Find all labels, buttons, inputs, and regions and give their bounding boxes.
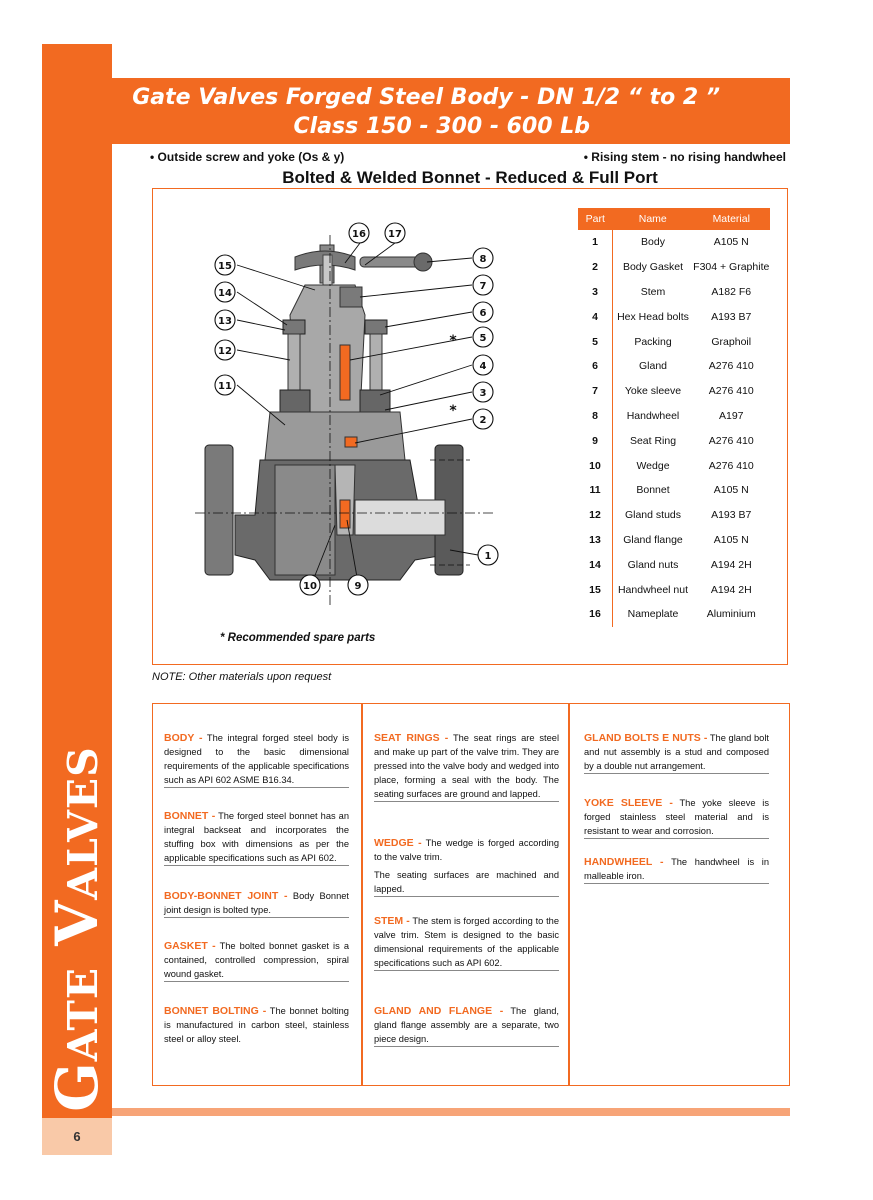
- subtitle: Bolted & Welded Bonnet - Reduced & Full Port: [282, 168, 658, 187]
- material-cell: A276 410: [708, 360, 754, 373]
- callout-7: 7: [479, 281, 487, 292]
- part-name-cell: Packing: [634, 335, 672, 348]
- material-cell: Aluminium: [706, 608, 756, 621]
- spare-asterisk-2: *: [449, 403, 457, 419]
- desc-handwheel: HANDWHEEL - The handwheel is in malleable iron.: [584, 855, 769, 884]
- part-number-cell: 14: [578, 552, 613, 577]
- part-name-cell: Body: [641, 236, 665, 249]
- parts-table: [578, 208, 770, 627]
- parts-table-body: [578, 230, 770, 627]
- part-name-cell: Gland flange: [623, 533, 683, 546]
- callout-1: 1: [484, 551, 492, 562]
- material-cell: A193 B7: [711, 310, 752, 323]
- desc-gland-and-flange: GLAND AND FLANGE - The gland, gland flange assembly are a separate, two piece design.: [374, 1004, 559, 1047]
- table-row: [578, 354, 770, 379]
- part-name-cell: Hex Head bolts: [617, 310, 689, 323]
- material-cell: Graphoil: [711, 335, 752, 348]
- desc-gland-bolts-nuts: GLAND BOLTS E NUTS - The gland bolt and nut assembly is a stud and composed by a double nut arrangement.: [584, 731, 769, 774]
- material-cell: A276 410: [708, 385, 754, 398]
- part-number-cell: 1: [578, 230, 613, 255]
- part-number-cell: 9: [578, 428, 613, 453]
- desc-body: BODY - The integral forged steel body is designed to the basic dimensional requirements of the applicable specifications such as API 602 ASME B16.34.: [164, 731, 349, 788]
- callout-13: 13: [218, 316, 232, 327]
- header-part: Part: [578, 208, 613, 230]
- callout-5: 5: [479, 333, 487, 344]
- column-divider: [568, 703, 570, 1086]
- part-number-cell: 4: [578, 304, 613, 329]
- table-row: [578, 453, 770, 478]
- spare-parts-note: * Recommended spare parts: [220, 632, 376, 644]
- part-name-cell: Body Gasket: [622, 261, 684, 274]
- part-name-cell: Seat Ring: [629, 434, 677, 447]
- material-cell: A105 N: [713, 484, 749, 497]
- part-number-cell: 10: [578, 453, 613, 478]
- callout-4: 4: [479, 361, 487, 372]
- callout-2: 2: [479, 415, 487, 426]
- material-cell: F304 + Graphite: [693, 261, 770, 274]
- callout-11: 11: [218, 381, 232, 392]
- material-cell: A105 N: [713, 533, 749, 546]
- table-row: [578, 404, 770, 429]
- callout-10: 10: [303, 581, 317, 592]
- bottom-rule: [112, 1108, 790, 1116]
- column-divider: [361, 703, 363, 1086]
- part-number-cell: 11: [578, 478, 613, 503]
- desc-gasket: GASKET - The bolted bonnet gasket is a contained, controlled compression, spiral wound gasket.: [164, 939, 349, 982]
- callout-16: 16: [352, 229, 366, 240]
- callout-15: 15: [218, 261, 232, 272]
- callout-9: 9: [354, 581, 362, 592]
- callout-12: 12: [218, 346, 232, 357]
- part-number-cell: 3: [578, 280, 613, 305]
- part-number-cell: 7: [578, 379, 613, 404]
- part-name-cell: Gland: [638, 360, 668, 373]
- part-number-cell: 6: [578, 354, 613, 379]
- desc-stem: STEM - The stem is forged according to the valve trim. Stem is designed to the basic dimensional requirements of the applicable specifications such as API 602.: [374, 914, 559, 971]
- desc-seat-rings: SEAT RINGS - The seat rings are steel and make up part of the valve trim. They are pressed into the valve body and wedged into place, forming a seal with the body. The seating surfaces are ground and lapped.: [374, 731, 559, 802]
- table-row: [578, 280, 770, 305]
- table-row: [578, 230, 770, 255]
- feature-os-y: • Outside screw and yoke (Os & y): [150, 150, 345, 164]
- title-line-2: Class 150 - 300 - 600 Lb: [293, 114, 590, 139]
- material-cell: A105 N: [713, 236, 749, 249]
- page-number: 6: [42, 1118, 112, 1155]
- table-row: [578, 552, 770, 577]
- desc-wedge: WEDGE - The wedge is forged according to the valve trim. The seating surfaces are machined and lapped.: [374, 836, 559, 897]
- table-row: [578, 478, 770, 503]
- table-row: [578, 428, 770, 453]
- table-row: [578, 528, 770, 553]
- callout-14: 14: [218, 288, 232, 299]
- desc-bonnet: BONNET - The forged steel bonnet has an integral backseat and incorporates the stuffing box with dimensions as per the applicable specifications such as API 602.: [164, 809, 349, 866]
- table-row: [578, 304, 770, 329]
- desc-yoke-sleeve: YOKE SLEEVE - The yoke sleeve is forged stainless steel material and is resistant to wear and corrosion.: [584, 796, 769, 839]
- material-cell: A276 410: [708, 434, 754, 447]
- table-row: [578, 602, 770, 627]
- part-name-cell: Wedge: [636, 459, 670, 472]
- table-row: [578, 329, 770, 354]
- feature-rising-stem: • Rising stem - no rising handwheel: [583, 150, 786, 164]
- title-bar: [112, 78, 790, 144]
- part-name-cell: Handwheel nut: [617, 583, 689, 596]
- side-title: Gate Valves: [43, 746, 111, 1112]
- spare-asterisk-5: *: [449, 333, 457, 349]
- material-cell: A197: [718, 409, 744, 422]
- title-line-1: Gate Valves Forged Steel Body - DN 1/2 “ to 2 ”: [132, 85, 720, 110]
- table-row: [578, 577, 770, 602]
- table-row: [578, 379, 770, 404]
- callout-6: 6: [479, 308, 487, 319]
- part-number-cell: 16: [578, 602, 613, 627]
- table-row: [578, 255, 770, 280]
- part-name-cell: Gland nuts: [627, 558, 679, 571]
- header-name: Name: [613, 208, 694, 230]
- part-name-cell: Gland studs: [624, 509, 682, 522]
- material-cell: A194 2H: [710, 558, 752, 571]
- material-cell: A194 2H: [710, 583, 752, 596]
- material-cell: A276 410: [708, 459, 754, 472]
- callout-8: 8: [479, 254, 487, 265]
- materials-note: NOTE: Other materials upon request: [152, 671, 332, 683]
- callout-3: 3: [479, 388, 487, 399]
- part-name-cell: Stem: [640, 285, 666, 298]
- part-number-cell: 15: [578, 577, 613, 602]
- callout-17: 17: [388, 229, 402, 240]
- valve-cross-section-diagram: [195, 215, 505, 625]
- part-name-cell: Nameplate: [627, 608, 679, 621]
- part-name-cell: Yoke sleeve: [624, 385, 682, 398]
- part-number-cell: 2: [578, 255, 613, 280]
- part-name-cell: Handwheel: [626, 409, 680, 422]
- header-material: Material: [693, 208, 770, 230]
- desc-body-bonnet-joint: BODY-BONNET JOINT - Body Bonnet joint design is bolted type.: [164, 889, 349, 918]
- part-number-cell: 8: [578, 404, 613, 429]
- part-number-cell: 13: [578, 528, 613, 553]
- desc-bonnet-bolting: BONNET BOLTING - The bonnet bolting is manufactured in carbon steel, stainless steel or alloy steel.: [164, 1005, 349, 1044]
- material-cell: A182 F6: [711, 285, 752, 298]
- part-name-cell: Bonnet: [636, 484, 670, 497]
- table-row: [578, 503, 770, 528]
- material-cell: A193 B7: [711, 509, 752, 522]
- part-number-cell: 12: [578, 503, 613, 528]
- part-number-cell: 5: [578, 329, 613, 354]
